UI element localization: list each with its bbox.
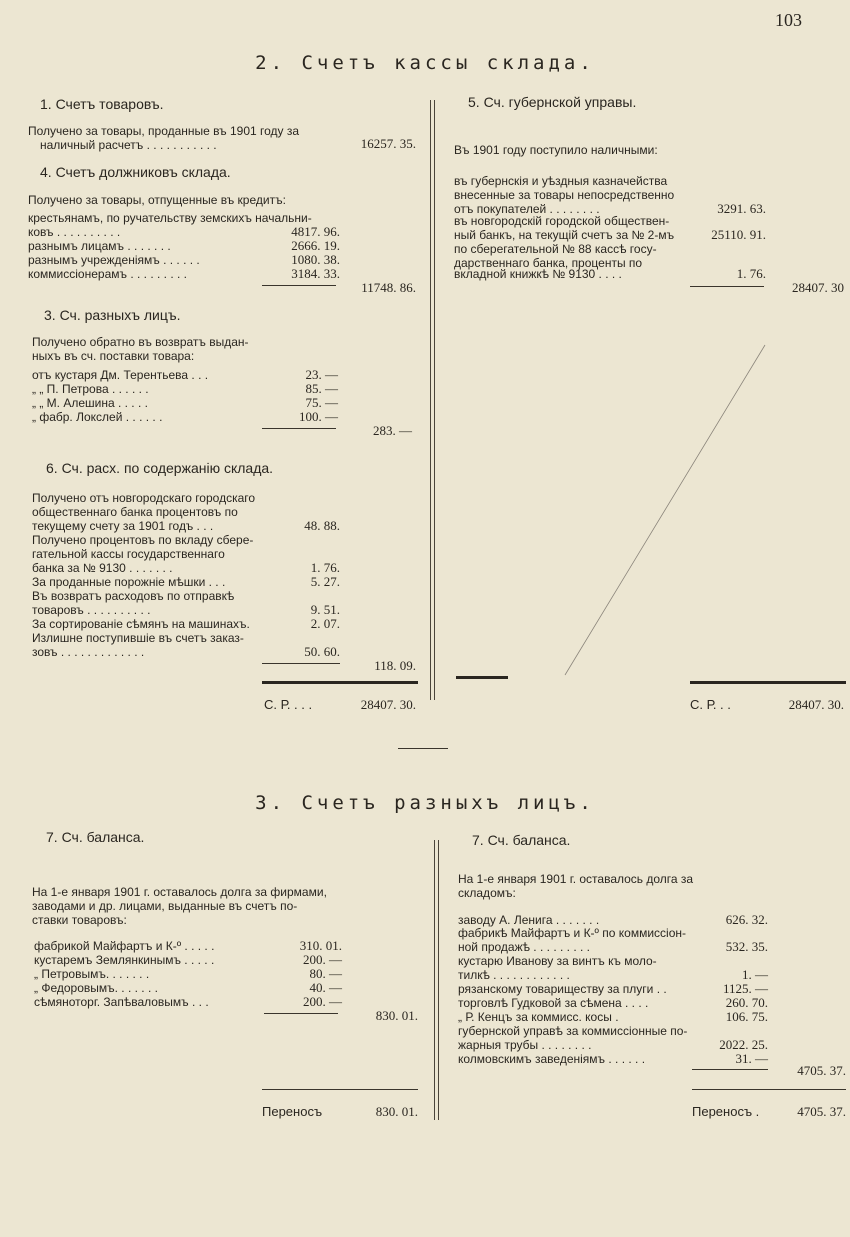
- page-number: 103: [775, 10, 802, 30]
- subsection-title: 7. Сч. баланса.: [472, 832, 571, 848]
- subsection-title: 7. Сч. баланса.: [46, 829, 145, 845]
- text-line: ныхъ въ сч. поставки товара:: [32, 349, 195, 363]
- sum-line: [262, 285, 336, 286]
- subtotal: 4705. 37.: [797, 1063, 846, 1078]
- total-label: С. Р. . .: [690, 697, 731, 712]
- subtotal: 283. —: [373, 423, 412, 438]
- sum-line: [690, 286, 764, 287]
- subtotal: 118. 09.: [374, 658, 416, 673]
- text-line: На 1-е января 1901 г. оставалось долга за фирмами,: [32, 885, 327, 899]
- sum-line: [264, 1013, 338, 1014]
- text-line: Въ 1901 году поступило наличными:: [454, 143, 658, 157]
- text-line: складомъ:: [458, 886, 516, 900]
- subsection-title: 5. Сч. губернской управы.: [468, 94, 637, 110]
- text-line: На 1-е января 1901 г. оставалось долга за: [458, 872, 694, 886]
- text-line: Получено за товары, отпущенные въ кредитъ:: [28, 193, 286, 207]
- subtotal: 830. 01.: [375, 1008, 418, 1023]
- carry-rule: [692, 1089, 846, 1090]
- text-line: Получено обратно въ возвратъ выдан-: [32, 335, 249, 349]
- section-title: 3. Счетъ разныхъ лицъ.: [255, 792, 595, 814]
- subsection-title: 4. Счетъ должниковъ склада.: [40, 164, 231, 180]
- carry-amount: 830. 01.: [375, 1104, 418, 1119]
- grand-total: 28407. 30.: [788, 697, 844, 712]
- carry-label: Переносъ .: [692, 1104, 760, 1119]
- total-rule: [690, 681, 846, 684]
- column-divider: [434, 100, 435, 700]
- cancel-stroke: [560, 340, 770, 680]
- text-line: заводами и др. лицами, выданные въ счетъ по-: [32, 899, 298, 913]
- grand-total: 28407. 30.: [360, 697, 416, 712]
- cancel-rule: [456, 676, 508, 679]
- subsection-title: 6. Сч. расх. по содержанію склада.: [46, 460, 274, 476]
- section-title: 2. Счетъ кассы склада.: [255, 52, 595, 74]
- text-line: ставки товаровъ:: [32, 913, 127, 927]
- carry-amount: 4705. 37.: [797, 1104, 846, 1119]
- subtotal: 11748. 86.: [361, 280, 416, 295]
- subsection-title: 1. Счетъ товаровъ.: [40, 96, 164, 112]
- text-line: Получено за товары, проданные въ 1901 году за: [28, 124, 300, 138]
- text-line: наличный расчетъ . . . . . . . . . . .: [40, 138, 217, 152]
- amount: 16257. 35.: [360, 136, 416, 151]
- subsection-title: 3. Сч. разныхъ лицъ.: [44, 307, 181, 323]
- total-rule: [262, 681, 418, 684]
- ledger-page: 103 2. Счетъ кассы склада. 1. Счетъ товаровъ. Получено за товары, проданные въ 1901 году за наличный расчетъ . . . . . . . . . . . 16257. 35. 4. Счетъ должниковъ склада. Получено за товары, отпущенные въ кредитъ: крестьянамъ, по ручательству земскихъ начальни- ковъ . . . . . . . . . . 4817. 96. разнымъ лицамъ . . . . . . . 2666. 19. разнымъ учрежденіямъ . . . . . . 1080. 38. коммиссіонерамъ . . . . . . . . . 3184. 33. 11748. 86. 3. Сч. разныхъ лицъ. Получено обратно въ возвратъ выдан- ныхъ въ сч. поставки товара: отъ кустаря Дм. Терентьева . . . 23. — „ „ П. Петрова . . . . . . 85. — „ „ М. Алешина . . . . . 75. — „ фабр. Локслей . . . . . . 100. — 283. — 6. Сч. расх. по содержанію склада. Получено отъ новгородскаго городскаго общественнаго банка процентовъ по текущему счету за 1901 годъ . . . 48. 88. Получено процентовъ по вкладу сбере- гательной кассы государственнаго банка за № 9130 . . . . . . . 1. 76. За проданные порожніе мѣшки . . . 5. 27. Въ возвратъ расходовъ по отправкѣ товаровъ . . . . . . . . . . 9. 51. За сортированіе сѣмянъ на машинахъ. 2. 07. Излишне поступившіе въ счетъ заказ- зовъ . . . . . . . . . . . . . 50. 60. 118. 09. С. Р. . . . 28407. 30. 5. Сч. губернской управы. Въ 1901 году поступило наличными: въ губернскія и уѣздныя казначейства внесенные за товары непосредственно отъ покупателей . . . . . . . . 3291. 63. въ новгородскій городской обществен- ный банкъ, на текущій счетъ за № 2-мъ 25110. 91. по сберегательной № 88 кассѣ госу- дарственнаго банка, проценты по вкладной книжкѣ № 9130 . . . . 1. 76. 28407. 30 С. Р. . . 28407. 30. 3. Счетъ разныхъ лицъ. 7. Сч. баланса. На 1-е января 1901 г. оставалось долга за фирмами, заводами и др. лицами, выданные въ счетъ по- ставки товаровъ: фабрикой Майфартъ и К-º . . . . . 310. 01. кустаремъ Землянкинымъ . . . . . 200. — „ Петровымъ. . . . . . . 80. — „ Федоровымъ. . . . . . . 40. — сѣмяноторг. Запѣваловымъ . . . 200. — 830. 01. Переносъ 830. 01. 7. Сч. баланса. На 1-е января 1901 г. оставалось долга за складомъ: заводу А. Ленига . . . . . . . 626. 32. фабрикѣ Майфартъ и К-º по коммиссіон- ной продажѣ . . . . . . . . . 532. 35. кустарю Иванову за винтъ къ моло- тилкѣ . . . . . . . . . . . . 1. — рязанскому товариществу за плуги . . 1125. — торговлѣ Гудковой за сѣмена . . . . 260. 70. „ Р. Кенцъ за коммисс. косы . 106. 75. губернской управѣ за коммиссіонные по- жарныя трубы . . . . . . . . 2022. 25. колмовскимъ заведеніямъ . . . . . . 31. — 4705. 37. Переносъ . 4705. 37.: [0, 0, 850, 1237]
- column-divider: [430, 100, 431, 700]
- carry-rule: [262, 1089, 418, 1090]
- total-label: С. Р. . . .: [264, 697, 313, 712]
- section-separator: [398, 748, 448, 749]
- sum-line: [262, 663, 340, 664]
- subtotal: 28407. 30: [792, 280, 844, 295]
- carry-label: Переносъ: [262, 1104, 323, 1119]
- sum-line: [262, 428, 336, 429]
- column-divider: [438, 840, 439, 1120]
- column-divider: [434, 840, 435, 1120]
